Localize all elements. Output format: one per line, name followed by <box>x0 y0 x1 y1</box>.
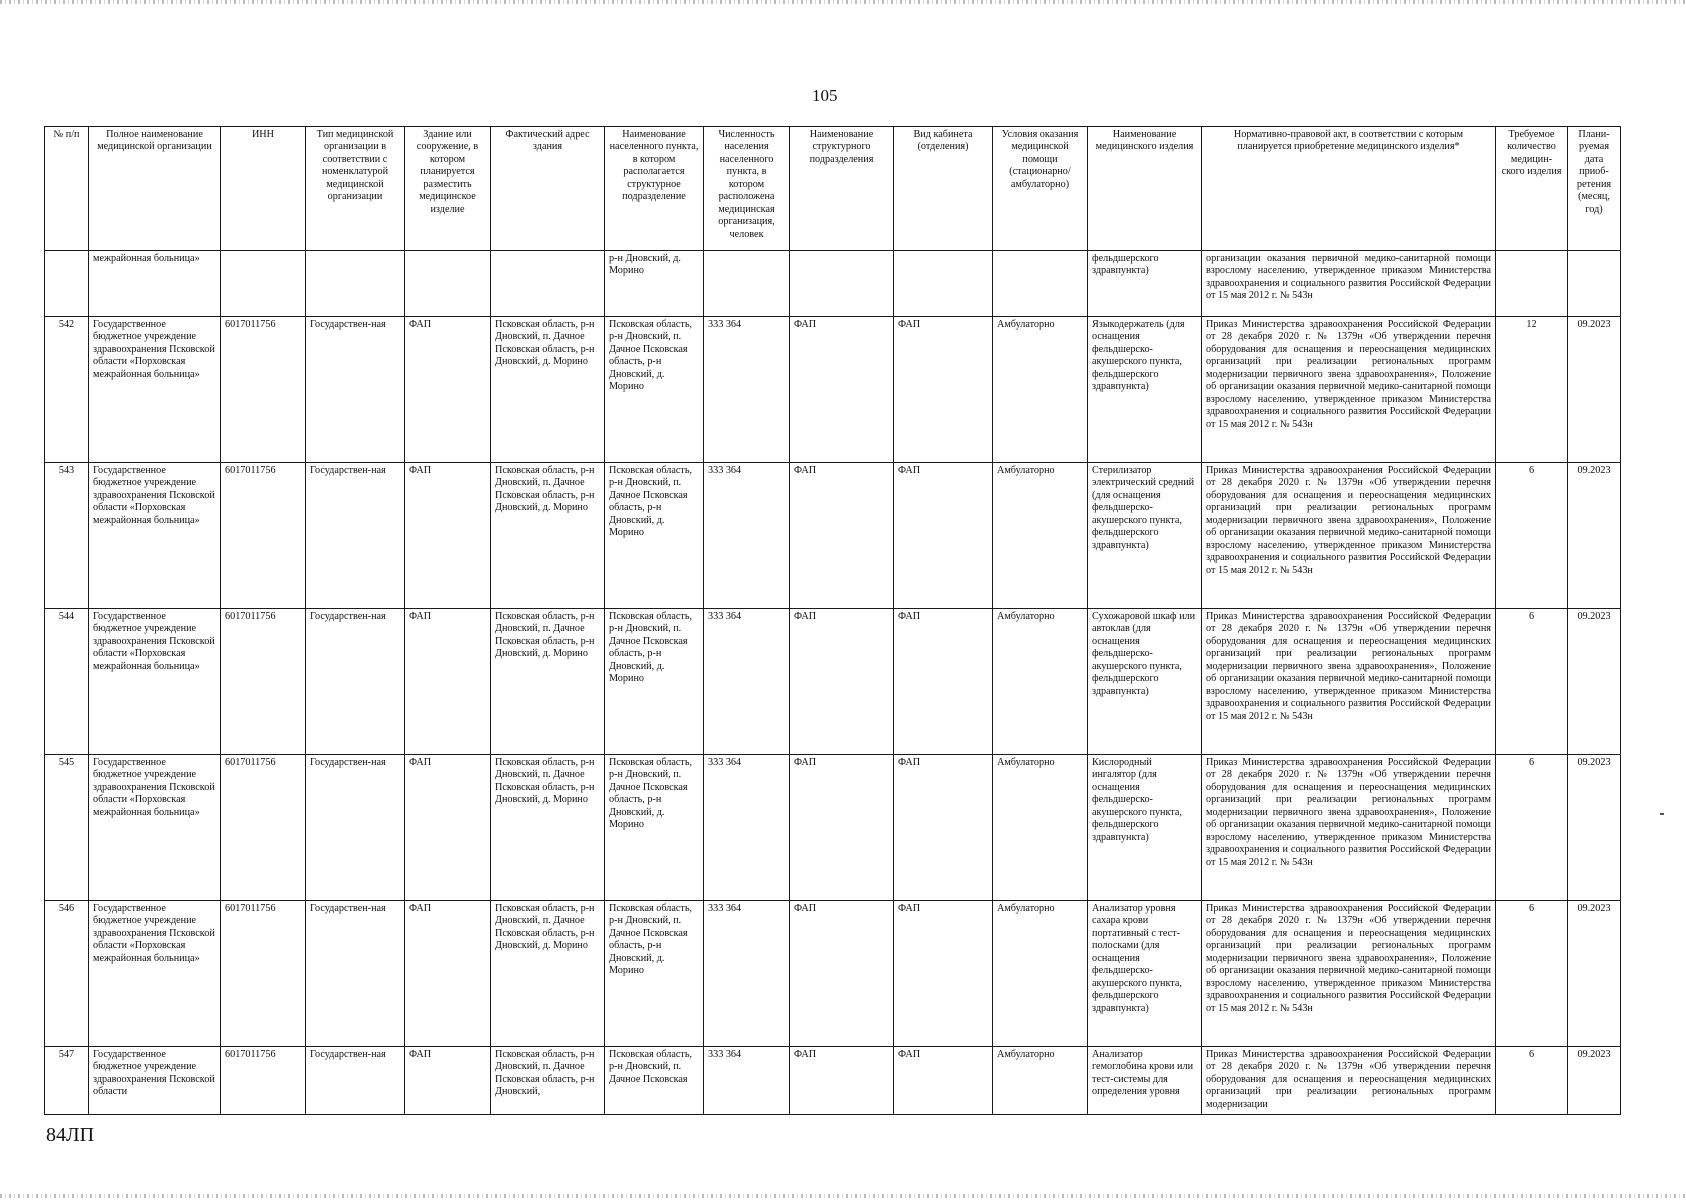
cell-num: 547 <box>45 1047 89 1115</box>
header-row <box>45 127 1621 251</box>
cell-locality: Псковская область, р-н Дновский, п. Дачное Псковская <box>605 1047 704 1115</box>
table-row <box>45 1047 1621 1115</box>
cell-date: 09.2023 <box>1568 901 1621 1047</box>
cell-type: Государствен-ная <box>306 609 405 755</box>
cell-act: Приказ Министерства здравоохранения Российской Федерации от 28 декабря 2020 г. № 1379н «Об утверждении перечня оборудования для оснащения и переоснащения медицинских организаций при реализации региональных программ модернизации первичного звена здравоохранения», Положение об организации оказания первичной медико-санитарной помощи взрослому населению, утвержденное приказом Министерства здравоохранения и социального развития Российской Федерации от 15 мая 2012 г. № 543н <box>1202 901 1496 1047</box>
cell-org: Государственное бюджетное учреждение здравоохранения Псковской области <box>89 1047 221 1115</box>
cell-address: Псковская область, р-н Дновский, п. Дачное Псковская область, р-н Дновский, д. Морино <box>491 317 605 463</box>
cell-date: 09.2023 <box>1568 317 1621 463</box>
cell-population: 333 364 <box>704 755 790 901</box>
cell-date: 09.2023 <box>1568 755 1621 901</box>
cell-qty: 6 <box>1496 1047 1568 1115</box>
cell-num: 543 <box>45 463 89 609</box>
col-header-population: Численность населения населенного пункта, в котором расположена медицинская организация, человек <box>704 127 790 251</box>
cell-locality: Псковская область, р-н Дновский, п. Дачное Псковская область, р-н Дновский, д. Морино <box>605 317 704 463</box>
cell-population: 333 364 <box>704 1047 790 1115</box>
cell-building: ФАП <box>405 609 491 755</box>
equipment-table <box>44 126 1621 1115</box>
cell-device: Языкодержатель (для оснащения фельдшерско-акушерского пункта, фельдшерского здравпункта) <box>1088 317 1202 463</box>
cell-conditions: Амбулаторно <box>993 609 1088 755</box>
cell-org: Государственное бюджетное учреждение здравоохранения Псковской области «Порховская межрайонная больница» <box>89 901 221 1047</box>
cell-device: Анализатор гемоглобина крови или тест-системы для определения уровня <box>1088 1047 1202 1115</box>
cell-inn: 6017011756 <box>221 755 306 901</box>
table-row <box>45 609 1621 755</box>
table-row <box>45 317 1621 463</box>
cell-locality: Псковская область, р-н Дновский, п. Дачное Псковская область, р-н Дновский, д. Морино <box>605 901 704 1047</box>
cell-locality: Псковская область, р-н Дновский, п. Дачное Псковская область, р-н Дновский, д. Морино <box>605 463 704 609</box>
cell-qty: 6 <box>1496 901 1568 1047</box>
cell-building: ФАП <box>405 463 491 609</box>
cell-unit: ФАП <box>790 755 894 901</box>
cell-act: Приказ Министерства здравоохранения Российской Федерации от 28 декабря 2020 г. № 1379н «Об утверждении перечня оборудования для оснащения и переоснащения медицинских организаций при реализации региональных программ модернизации первичного звена здравоохранения», Положение об организации оказания первичной медико-санитарной помощи взрослому населению, утвержденное приказом Министерства здравоохранения и социального развития Российской Федерации от 15 мая 2012 г. № 543н <box>1202 755 1496 901</box>
cell-building: ФАП <box>405 901 491 1047</box>
cell-inn: 6017011756 <box>221 463 306 609</box>
scan-speck <box>1660 813 1664 815</box>
cell-unit: ФАП <box>790 317 894 463</box>
page-number: 105 <box>812 86 838 105</box>
cell-cabinet: ФАП <box>894 1047 993 1115</box>
cell-date: 09.2023 <box>1568 1047 1621 1115</box>
cell-type: Государствен-ная <box>306 1047 405 1115</box>
cell-num: 546 <box>45 901 89 1047</box>
cell-org: Государственное бюджетное учреждение здравоохранения Псковской области «Порховская межрайонная больница» <box>89 463 221 609</box>
col-header-type: Тип медицинской организации в соответствии с номенклатурой медицинской организации <box>306 127 405 251</box>
cell-population: 333 364 <box>704 901 790 1047</box>
col-header-num: № п/п <box>45 127 89 251</box>
cell-qty: 12 <box>1496 317 1568 463</box>
cell-population: 333 364 <box>704 463 790 609</box>
cell-unit: ФАП <box>790 609 894 755</box>
cell-unit: ФАП <box>790 1047 894 1115</box>
cell-num: 544 <box>45 609 89 755</box>
cell-device: фельдшерского здравпункта) <box>1088 251 1202 317</box>
col-header-unit: Наименование структурного подразделения <box>790 127 894 251</box>
cell-population: 333 364 <box>704 317 790 463</box>
cell-date: 09.2023 <box>1568 609 1621 755</box>
cell-num: 545 <box>45 755 89 901</box>
scan-edge-top <box>0 0 1686 4</box>
cell-device: Анализатор уровня сахара крови портативный с тест-полосками (для оснащения фельдшерско-акушерского пункта, фельдшерского здравпункта) <box>1088 901 1202 1047</box>
table-row <box>45 463 1621 609</box>
cell-conditions: Амбулаторно <box>993 1047 1088 1115</box>
cell-act: Приказ Министерства здравоохранения Российской Федерации от 28 декабря 2020 г. № 1379н «Об утверждении перечня оборудования для оснащения и переоснащения медицинских организаций при реализации региональных программ модернизации первичного звена здравоохранения», Положение об организации оказания первичной медико-санитарной помощи взрослому населению, утвержденное приказом Министерства здравоохранения и социального развития Российской Федерации от 15 мая 2012 г. № 543н <box>1202 609 1496 755</box>
cell-num: 542 <box>45 317 89 463</box>
cell-conditions: Амбулаторно <box>993 755 1088 901</box>
cell-inn: 6017011756 <box>221 1047 306 1115</box>
col-header-cabinet: Вид кабинета (отделения) <box>894 127 993 251</box>
cell-device: Кислородный ингалятор (для оснащения фельдшерско-акушерского пункта, фельдшерского здравпункта) <box>1088 755 1202 901</box>
cell-address: Псковская область, р-н Дновский, п. Дачное Псковская область, р-н Дновский, д. Морино <box>491 755 605 901</box>
col-header-org: Полное наименование медицинской организации <box>89 127 221 251</box>
cell-org: Государственное бюджетное учреждение здравоохранения Псковской области «Порховская межрайонная больница» <box>89 609 221 755</box>
cell-address: Псковская область, р-н Дновский, п. Дачное Псковская область, р-н Дновский, д. Морино <box>491 609 605 755</box>
col-header-locality: Наименование населенного пункта, в котором располагается структурное подразделение <box>605 127 704 251</box>
col-header-address: Фактический адрес здания <box>491 127 605 251</box>
cell-conditions: Амбулаторно <box>993 901 1088 1047</box>
col-header-act: Нормативно-правовой акт, в соответствии с которым планируется приобретение медицинского изделия* <box>1202 127 1496 251</box>
col-header-date: Плани-руемая дата приоб-ретения (месяц, год) <box>1568 127 1621 251</box>
cell-cabinet: ФАП <box>894 463 993 609</box>
table-row <box>45 901 1621 1047</box>
col-header-conditions: Условия оказания медицинской помощи (стационарно/ амбулаторно) <box>993 127 1088 251</box>
cell-type: Государствен-ная <box>306 317 405 463</box>
continuation-row <box>45 251 1621 317</box>
cell-cabinet: ФАП <box>894 609 993 755</box>
cell-unit: ФАП <box>790 901 894 1047</box>
cell-address: Псковская область, р-н Дновский, п. Дачное Псковская область, р-н Дновский, д. Морино <box>491 901 605 1047</box>
cell-act: Приказ Министерства здравоохранения Российской Федерации от 28 декабря 2020 г. № 1379н «Об утверждении перечня оборудования для оснащения и переоснащения медицинских организаций при реализации региональных программ модернизации <box>1202 1047 1496 1115</box>
cell-qty: 6 <box>1496 463 1568 609</box>
footer-code: 84ЛП <box>46 1124 95 1146</box>
cell-address: Псковская область, р-н Дновский, п. Дачное Псковская область, р-н Дновский, <box>491 1047 605 1115</box>
col-header-inn: ИНН <box>221 127 306 251</box>
cell-type: Государствен-ная <box>306 901 405 1047</box>
cell-inn: 6017011756 <box>221 901 306 1047</box>
cell-org: межрайонная больница» <box>89 251 221 317</box>
cell-date: 09.2023 <box>1568 463 1621 609</box>
cell-cabinet: ФАП <box>894 901 993 1047</box>
cell-device: Сухожаровой шкаф или автоклав (для оснащения фельдшерско-акушерского пункта, фельдшерского здравпункта) <box>1088 609 1202 755</box>
cell-unit: ФАП <box>790 463 894 609</box>
scan-edge-bottom <box>0 1194 1686 1198</box>
cell-locality: Псковская область, р-н Дновский, п. Дачное Псковская область, р-н Дновский, д. Морино <box>605 609 704 755</box>
cell-type: Государствен-ная <box>306 463 405 609</box>
cell-cabinet: ФАП <box>894 755 993 901</box>
col-header-device: Наименование медицинского изделия <box>1088 127 1202 251</box>
table-row <box>45 755 1621 901</box>
cell-conditions: Амбулаторно <box>993 463 1088 609</box>
cell-locality: р-н Дновский, д. Морино <box>605 251 704 317</box>
col-header-qty: Требуемое количество медицин-ского изделия <box>1496 127 1568 251</box>
cell-building: ФАП <box>405 1047 491 1115</box>
cell-org: Государственное бюджетное учреждение здравоохранения Псковской области «Порховская межрайонная больница» <box>89 317 221 463</box>
cell-building: ФАП <box>405 317 491 463</box>
cell-act: Приказ Министерства здравоохранения Российской Федерации от 28 декабря 2020 г. № 1379н «Об утверждении перечня оборудования для оснащения и переоснащения медицинских организаций при реализации региональных программ модернизации первичного звена здравоохранения», Положение об организации оказания первичной медико-санитарной помощи взрослому населению, утвержденное приказом Министерства здравоохранения и социального развития Российской Федерации от 15 мая 2012 г. № 543н <box>1202 463 1496 609</box>
cell-inn: 6017011756 <box>221 609 306 755</box>
cell-device: Стерилизатор электрический средний (для оснащения фельдшерско-акушерского пункта, фельдшерского здравпункта) <box>1088 463 1202 609</box>
cell-type: Государствен-ная <box>306 755 405 901</box>
col-header-building: Здание или сооружение, в котором планируется разместить медицинское изделие <box>405 127 491 251</box>
cell-cabinet: ФАП <box>894 317 993 463</box>
cell-qty: 6 <box>1496 609 1568 755</box>
cell-locality: Псковская область, р-н Дновский, п. Дачное Псковская область, р-н Дновский, д. Морино <box>605 755 704 901</box>
cell-act: Приказ Министерства здравоохранения Российской Федерации от 28 декабря 2020 г. № 1379н «Об утверждении перечня оборудования для оснащения и переоснащения медицинских организаций при реализации региональных программ модернизации первичного звена здравоохранения», Положение об организации оказания первичной медико-санитарной помощи взрослому населению, утвержденное приказом Министерства здравоохранения и социального развития Российской Федерации от 15 мая 2012 г. № 543н <box>1202 317 1496 463</box>
cell-org: Государственное бюджетное учреждение здравоохранения Псковской области «Порховская межрайонная больница» <box>89 755 221 901</box>
cell-inn: 6017011756 <box>221 317 306 463</box>
cell-qty: 6 <box>1496 755 1568 901</box>
cell-address: Псковская область, р-н Дновский, п. Дачное Псковская область, р-н Дновский, д. Морино <box>491 463 605 609</box>
cell-population: 333 364 <box>704 609 790 755</box>
cell-building: ФАП <box>405 755 491 901</box>
cell-act: организации оказания первичной медико-санитарной помощи взрослому населению, утвержденное приказом Министерства здравоохранения и социального развития Российской Федерации от 15 мая 2012 г. № 543н <box>1202 251 1496 317</box>
cell-conditions: Амбулаторно <box>993 317 1088 463</box>
